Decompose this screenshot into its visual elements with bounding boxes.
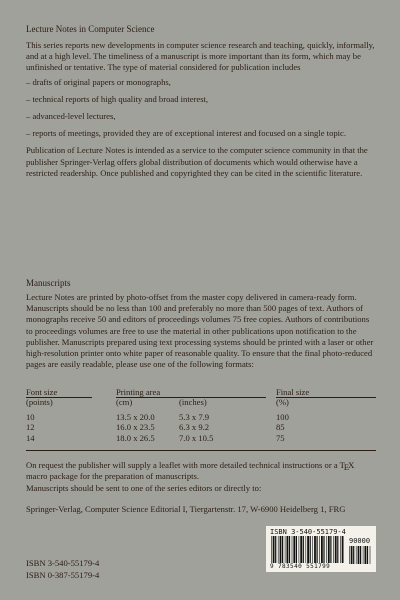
isbn-line: ISBN 0-387-55179-4: [26, 570, 100, 580]
barcode-bar: [278, 536, 279, 563]
table-row: [26, 433, 376, 443]
barcode-bar: [307, 536, 309, 563]
barcode-bar: [337, 536, 338, 563]
series-title: Lecture Notes in Computer Science: [26, 24, 155, 34]
formats-table: [26, 387, 376, 443]
manuscripts-paragraph: Lecture Notes are printed by photo-offset from the master copy delivered in camera-ready form. Manuscripts should be no less than 100 and preferably no more than 500 pages of text. Authors of monographs receive 50 and editors of proceedings volumes 75 free copies. Authors of contributions to proceedings volumes are free to use the material in other publications upon notification to the publisher. Manuscripts prepared using text processing systems should be printed with a laser or other high-resolution printer onto white paper of reasonable quality. To ensure that the final photo-reduced pages are easily readable, please use one of the following formats:: [26, 292, 374, 370]
cell-inches: 7.0 x 10.5: [179, 432, 214, 443]
table-rule: [276, 397, 376, 398]
cell-inches: 6.3 x 9.2: [179, 422, 210, 433]
barcode-bar: [328, 536, 330, 563]
ean-barcode-bars: [271, 536, 345, 563]
barcode-bar: [370, 546, 371, 564]
barcode-bar: [285, 536, 286, 563]
material-item: – reports of meetings, provided they are of exceptional interest and focused on a single topic.: [26, 128, 347, 139]
barcode-bar: [319, 536, 320, 563]
cell-font-size: 12: [26, 422, 35, 433]
table-rule: [26, 397, 92, 398]
cell-inches: 5.3 x 7.9: [179, 411, 210, 422]
barcode-bar: [353, 546, 354, 564]
cell-font-size: 10: [26, 411, 35, 422]
table-rule: [116, 397, 266, 398]
table-header-row: [26, 387, 376, 397]
publication-paragraph: Publication of Lecture Notes is intended as a service to the computer science community in that the publisher Springer-Verlag offers global distribution of documents which would otherwise have a restricted readership. Once published and copyrighted they can be cited in the scientific literature.: [26, 145, 368, 178]
table-row: [26, 412, 376, 422]
barcode-bar: [314, 536, 316, 563]
barcode-bar: [299, 536, 300, 563]
header-final-size: Final size: [276, 387, 310, 397]
barcode-bar: [280, 536, 282, 563]
header-printing-area: Printing area: [116, 387, 161, 397]
material-item: – drafts of original papers or monographs,: [26, 76, 171, 87]
barcode-number: 9 783540 551799: [270, 563, 331, 570]
barcode-bar: [356, 546, 357, 564]
table-subheader-row: [26, 397, 376, 407]
cell-cm: 13.5 x 20.0: [116, 411, 155, 422]
barcode-isbn: ISBN 3-540-55179-4: [270, 528, 346, 536]
barcode-price-code: 90000: [349, 537, 371, 545]
barcode-bar: [303, 536, 304, 563]
barcode-bar: [342, 536, 344, 563]
material-item: – advanced-level lectures,: [26, 111, 116, 122]
barcode-label: [266, 526, 376, 572]
barcode-bar: [310, 536, 311, 563]
contact-intro: Manuscripts should be sent to one of the series editors or directly to:: [26, 483, 262, 493]
leaflet-paragraph: On request the publisher will supply a leaflet with more detailed technical instructions or a TEX macro package for the preparation of manuscripts.: [26, 460, 355, 482]
table-row: [26, 422, 376, 432]
barcode-bar: [340, 536, 341, 563]
barcode-bar: [321, 536, 323, 563]
barcode-bar: [300, 536, 302, 563]
header-font-size: Font size: [26, 387, 58, 397]
barcode-bar: [365, 546, 367, 564]
barcode-bar: [326, 536, 327, 563]
barcode-bar: [358, 546, 360, 564]
cell-final-size: 75: [276, 432, 285, 443]
subheader-inches: (inches): [179, 397, 207, 408]
barcode-bar: [351, 546, 353, 564]
barcode-bar: [293, 536, 295, 563]
table-bottom-rule: [26, 450, 376, 451]
barcode-bar: [271, 536, 272, 563]
price-barcode-bars: [349, 546, 372, 564]
isbn-line: ISBN 3-540-55179-4: [26, 558, 100, 568]
barcode-bar: [287, 536, 289, 563]
barcode-bar: [363, 546, 364, 564]
barcode-bar: [289, 536, 290, 563]
material-item: – technical reports of high quality and broad interest,: [26, 93, 209, 104]
series-intro: This series reports new developments in computer science research and teaching, quickly, informally, and at a high level. The timeliness of a manuscript is more important than its form, which may be unfinished or tentative. The type of material considered for publication includes: [26, 40, 375, 73]
tex-logo-e: E: [343, 462, 350, 472]
subheader-points: (points): [26, 397, 53, 408]
publisher-address: Springer-Verlag, Computer Science Editorial I, Tiergartenstr. 17, W-6900 Heidelberg 1, FRG: [26, 504, 346, 514]
barcode-bar: [273, 536, 275, 563]
barcode-bar: [306, 536, 307, 563]
barcode-bar: [360, 546, 361, 564]
barcode-bar: [312, 536, 313, 563]
series-description: [26, 24, 376, 179]
barcode-bar: [335, 536, 337, 563]
barcode-bar: [333, 536, 334, 563]
barcode-bar: [282, 536, 283, 563]
barcode-bar: [296, 536, 297, 563]
cell-final-size: 85: [276, 422, 285, 433]
manuscripts-heading: Manuscripts: [26, 278, 71, 288]
barcode-bar: [292, 536, 293, 563]
cell-font-size: 14: [26, 432, 35, 443]
barcode-bar: [330, 536, 331, 563]
cell-cm: 18.0 x 26.5: [116, 432, 155, 443]
barcode-bar: [323, 536, 324, 563]
subheader-cm: (cm): [116, 397, 133, 408]
barcode-bar: [317, 536, 318, 563]
cell-final-size: 100: [276, 411, 289, 422]
subheader-percent: (%): [276, 397, 289, 408]
cell-cm: 16.0 x 23.5: [116, 422, 155, 433]
barcode-bar: [275, 536, 276, 563]
barcode-bar: [367, 546, 368, 564]
barcode-bar: [349, 546, 350, 564]
